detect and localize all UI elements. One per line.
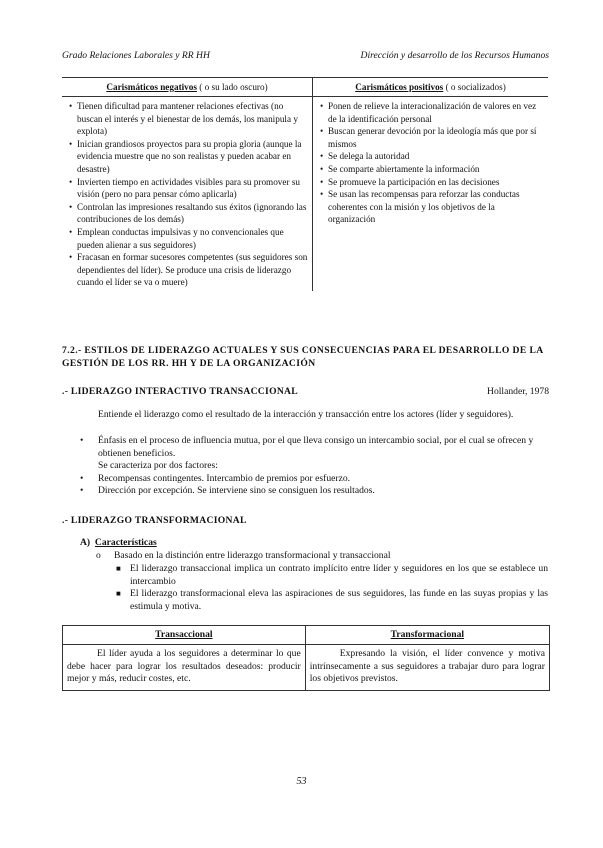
positive-cell — [313, 97, 549, 291]
positive-item: • Buscan generar devoción por la ideología más que por sí mismos — [328, 125, 544, 150]
interactive-leadership-title: .- LIDERAZGO INTERACTIVO TRANSACCIONAL — [62, 386, 298, 397]
negative-item: • Inician grandiosos proyectos para su propia gloria (aunque la evidencia muestre que no son realistas y pueden acabar en desastre) — [77, 138, 308, 176]
positive-item: • Se comparte abiertamente la información — [328, 163, 544, 176]
characteristics-heading: A) Características — [80, 537, 157, 548]
bullet-icon: • — [80, 435, 84, 446]
interactive-bullet-list — [80, 435, 548, 498]
negative-item: • Invierten tiempo en actividades visibles para su promover su visión (pero no para pensar cómo aplicarla) — [77, 176, 308, 201]
negative-item: • Tienen dificultad para mantener relaciones efectivas (no buscan el interés y el bienestar de los demás, los manipula y explota) — [77, 100, 308, 138]
citation-author: Hollander, 1978 — [487, 386, 549, 397]
positive-item: • Se usan las recompensas para reforzar las conductas coherentes con la misión y los objetivos de la organización — [328, 188, 544, 226]
bullet-icon: • — [80, 472, 84, 484]
transactional-header: Transaccional — [63, 626, 306, 645]
positive-item: • Ponen de relieve la interacionalización de valores en vez de la identificación personal — [328, 100, 544, 125]
circle-bullet-item: o Basado en la distinción entre liderazgo transformacional y transaccional — [96, 550, 391, 561]
section-heading-7-2: 7.2.- ESTILOS DE LIDERAZGO ACTUALES Y SUS CONSECUENCIAS PARA EL DESARROLLO DE LA GESTIÓN DE LOS RR. HH Y DE LA ORGANIZACIÓN — [62, 345, 544, 369]
negative-header: Carismáticos negativos ( o su lado oscuro) — [62, 78, 313, 97]
list-item: ■ El liderazgo transformacional eleva las aspiraciones de sus seguidores, las funde en las suyas propias y las estimula y motiva. — [116, 588, 548, 612]
square-bullet-list — [116, 563, 548, 613]
positive-item: • Se delega la autoridad — [328, 150, 544, 163]
list-item: • Dirección por excepción. Se interviene sino se consiguen los resultados. — [80, 485, 375, 497]
negative-cell — [62, 97, 313, 291]
list-item: Se caracteriza por dos factores: — [98, 460, 218, 472]
list-item: ■ El liderazgo transaccional implica un contrato implícito entre líder y seguidores en los que se establece un intercambio — [116, 563, 548, 587]
negative-item: • Emplean conductas impulsivas y no convencionales que pueden alienar a sus seguidores) — [77, 226, 308, 251]
negative-item: • Controlan las impresiones resaltando sus éxitos (ignorando las contribuciones de los demás) — [77, 201, 308, 226]
header-right: Dirección y desarrollo de los Recursos Humanos — [360, 50, 549, 61]
transactional-cell: El líder ayuda a los seguidores a determinar lo que debe hacer para lograr los resultados deseados: producir mejor y más, reducir costes, etc. — [63, 645, 306, 691]
page-header — [62, 50, 549, 64]
square-bullet-icon: ■ — [116, 589, 121, 599]
header-left: Grado Relaciones Laborales y RR HH — [62, 50, 210, 61]
positive-header: Carismáticos positivos ( o socializados) — [313, 78, 549, 97]
transformational-cell: Expresando la visión, el líder convence y motiva intrínsecamente a sus seguidores a trabajar duro para lograr los objetivos previstos. — [305, 645, 549, 691]
transformational-header: Transformacional — [305, 626, 549, 645]
bullet-icon: • — [80, 485, 84, 497]
list-item: • Recompensas contingentes. Intercambio de premios por esfuerzo. — [80, 472, 351, 484]
positive-item: • Se promueve la participación en las decisiones — [328, 176, 544, 189]
page-number: 53 — [296, 776, 307, 787]
list-item: • Énfasis en el proceso de influencia mutua, por el que lleva consigo un intercambio social, por el cual se ofrecen y obtienen beneficios. — [80, 435, 534, 459]
transactional-transformational-table — [62, 625, 550, 691]
interactive-paragraph: Entiende el liderazgo como el resultado de la interacción y transacción entre los actores (líder y seguidores). — [98, 409, 514, 420]
transformational-leadership-title: .- LIDERAZGO TRANSFORMACIONAL — [62, 515, 247, 526]
circle-bullet-icon: o — [96, 550, 101, 561]
square-bullet-icon: ■ — [116, 564, 121, 573]
charisma-table — [62, 77, 548, 291]
negative-item: • Fracasan en formar sucesores competentes (sus seguidores son dependientes del líder). Se produce una crisis de liderazgo cuando el líder se va o muere) — [77, 251, 308, 289]
